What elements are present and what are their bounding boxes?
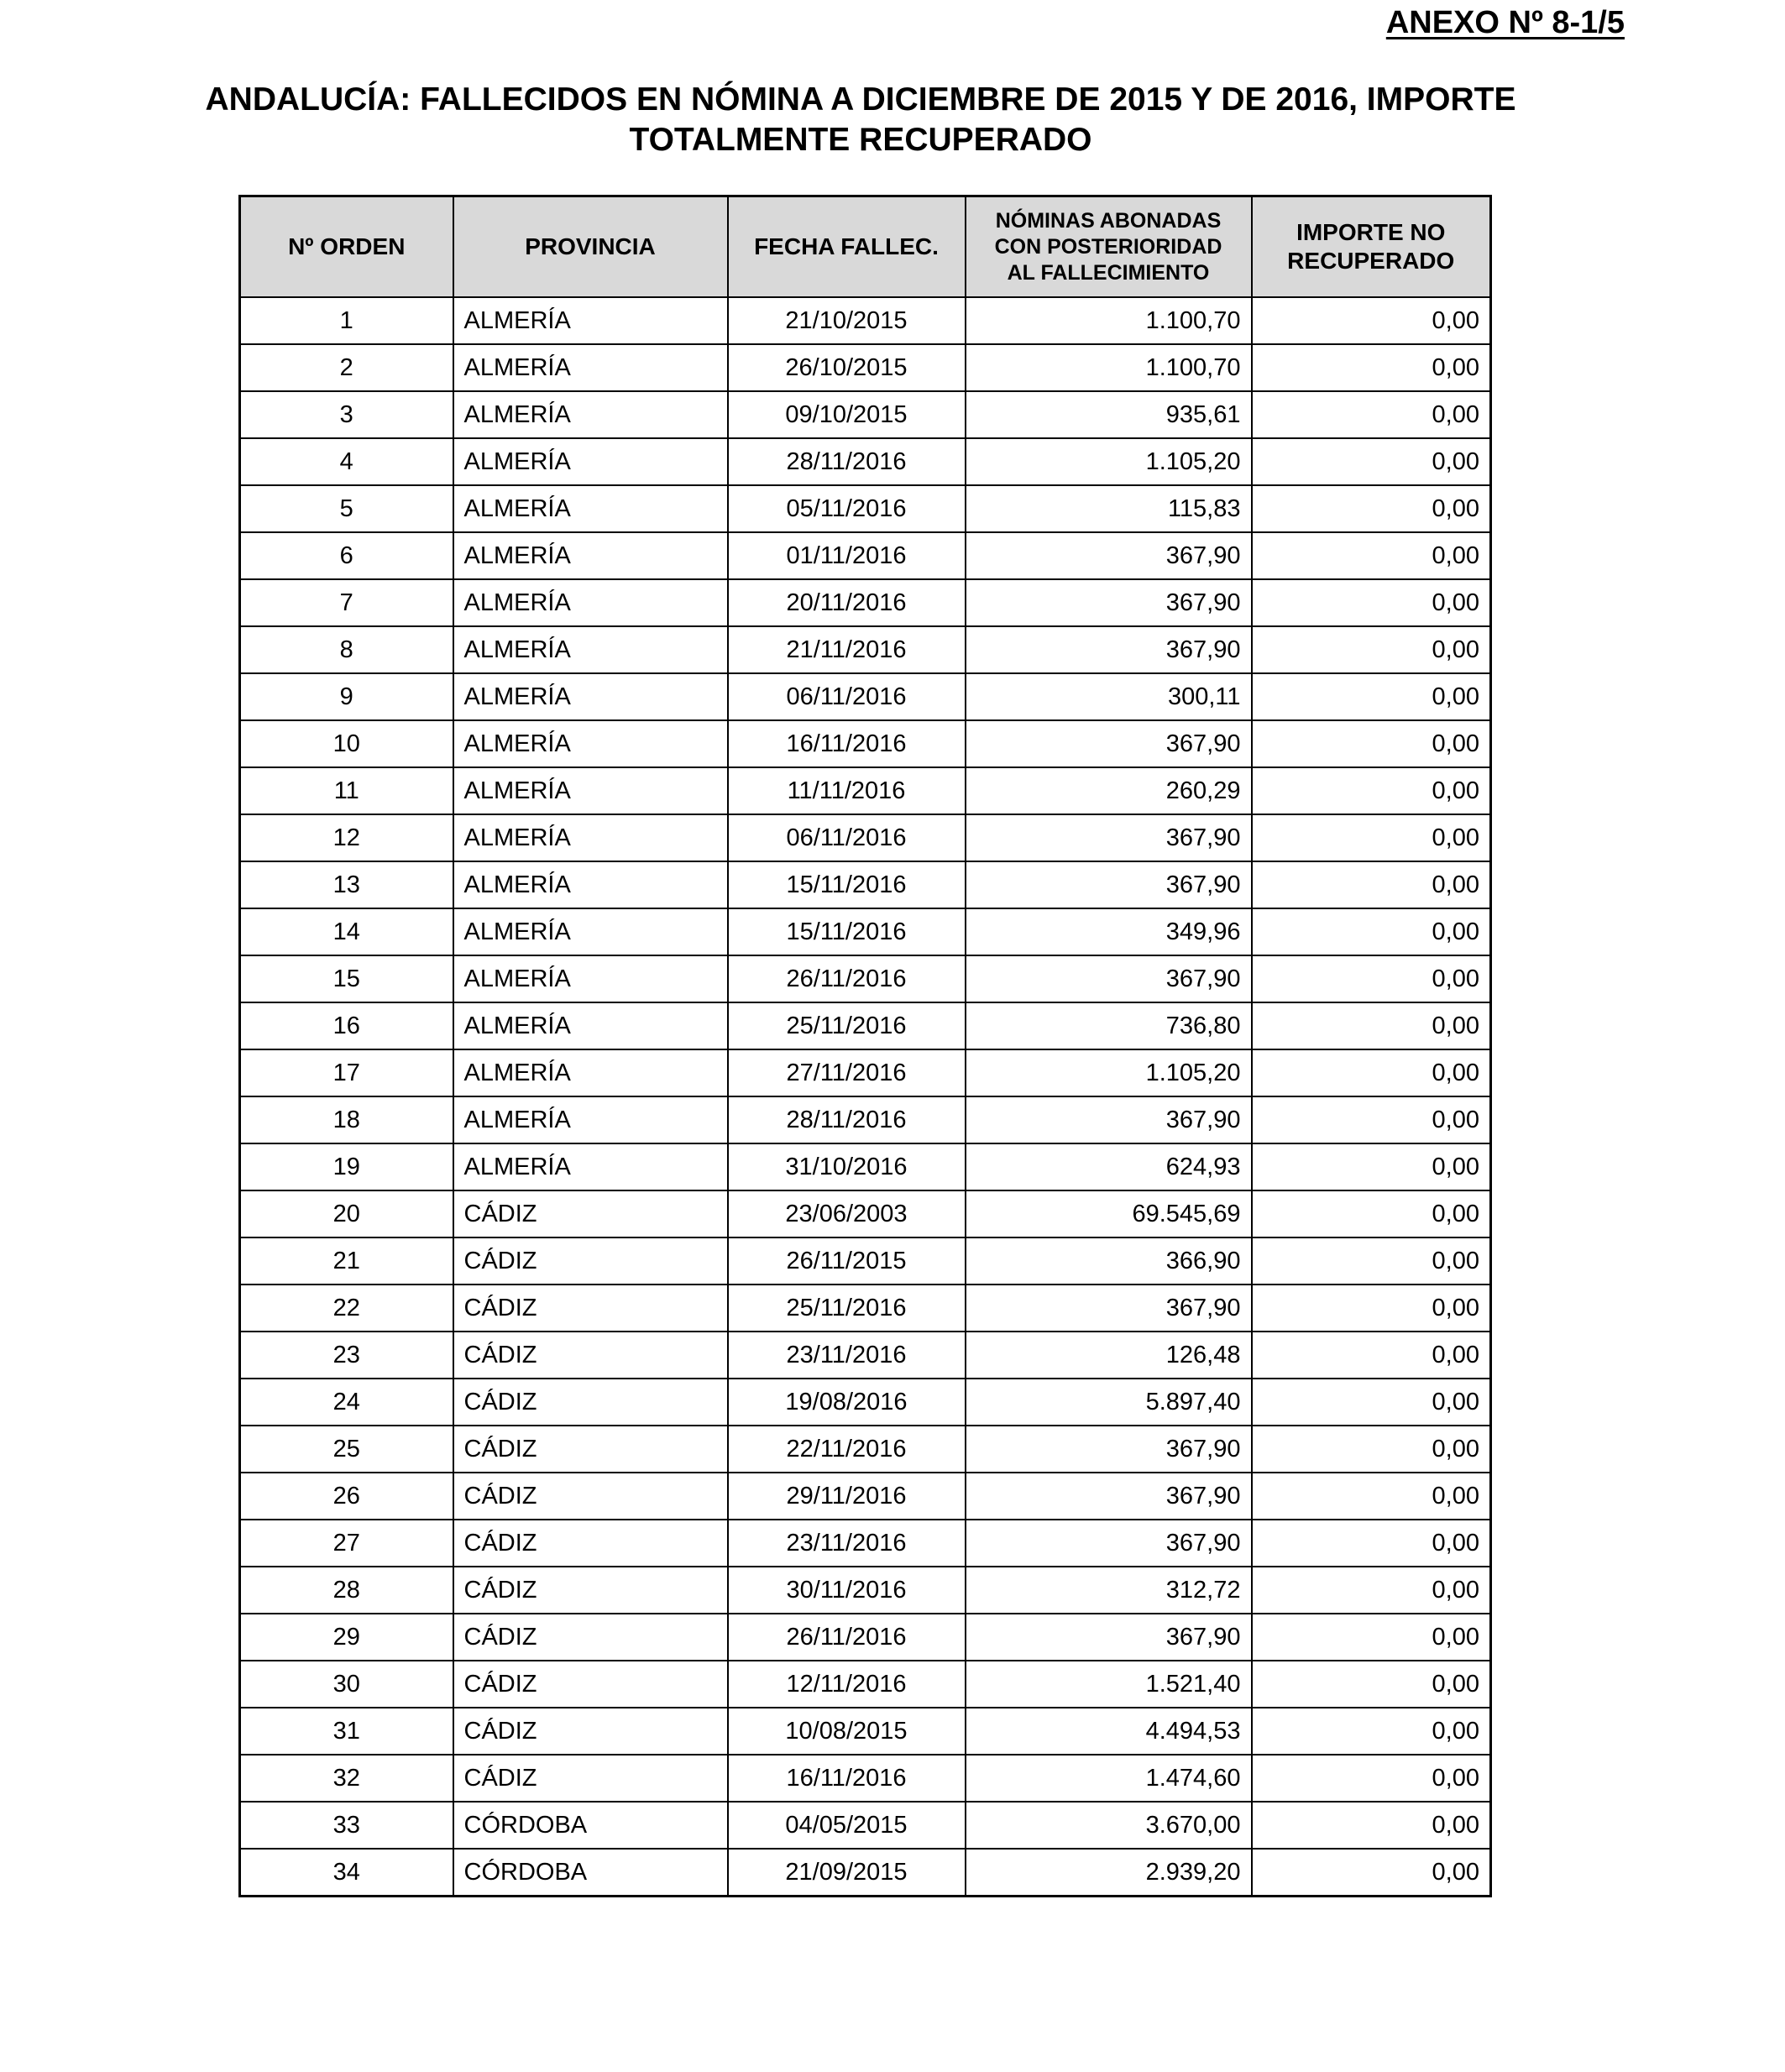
- cell-fecha: 15/11/2016: [728, 908, 966, 955]
- title-line-1: ANDALUCÍA: FALLECIDOS EN NÓMINA A DICIEMBRE DE 2015 Y DE 2016, IMPORTE: [205, 81, 1516, 118]
- cell-nominas: 69.545,69: [966, 1190, 1252, 1237]
- table-row: [240, 391, 1491, 438]
- cell-provincia: CÁDIZ: [453, 1379, 728, 1426]
- cell-nominas: 1.100,70: [966, 344, 1252, 391]
- cell-nominas: 367,90: [966, 720, 1252, 767]
- cell-nominas: 2.939,20: [966, 1849, 1252, 1897]
- cell-nominas: 736,80: [966, 1002, 1252, 1049]
- cell-nominas: 300,11: [966, 673, 1252, 720]
- cell-provincia: ALMERÍA: [453, 626, 728, 673]
- cell-provincia: ALMERÍA: [453, 438, 728, 485]
- cell-nominas: 1.521,40: [966, 1661, 1252, 1708]
- cell-orden: 7: [240, 579, 453, 626]
- header-importe-line-2: RECUPERADO: [1287, 248, 1455, 274]
- table-row: [240, 1143, 1491, 1190]
- cell-fecha: 25/11/2016: [728, 1002, 966, 1049]
- table-row: [240, 1002, 1491, 1049]
- table-row: [240, 1802, 1491, 1849]
- cell-importe: 0,00: [1252, 1143, 1491, 1190]
- cell-provincia: CÁDIZ: [453, 1661, 728, 1708]
- cell-fecha: 16/11/2016: [728, 720, 966, 767]
- cell-orden: 1: [240, 297, 453, 344]
- cell-provincia: CÓRDOBA: [453, 1802, 728, 1849]
- cell-provincia: ALMERÍA: [453, 485, 728, 532]
- cell-orden: 26: [240, 1473, 453, 1520]
- cell-fecha: 09/10/2015: [728, 391, 966, 438]
- cell-orden: 31: [240, 1708, 453, 1755]
- cell-fecha: 28/11/2016: [728, 1096, 966, 1143]
- cell-importe: 0,00: [1252, 1661, 1491, 1708]
- cell-importe: 0,00: [1252, 532, 1491, 579]
- cell-fecha: 26/11/2016: [728, 955, 966, 1002]
- cell-nominas: 367,90: [966, 1096, 1252, 1143]
- cell-fecha: 26/11/2015: [728, 1237, 966, 1285]
- cell-nominas: 349,96: [966, 908, 1252, 955]
- cell-provincia: ALMERÍA: [453, 955, 728, 1002]
- cell-orden: 22: [240, 1285, 453, 1332]
- header-nominas: [966, 196, 1252, 298]
- table-row: [240, 1473, 1491, 1520]
- cell-importe: 0,00: [1252, 1520, 1491, 1567]
- cell-provincia: ALMERÍA: [453, 1002, 728, 1049]
- cell-fecha: 27/11/2016: [728, 1049, 966, 1096]
- cell-provincia: CÁDIZ: [453, 1332, 728, 1379]
- page-title: [101, 80, 1620, 160]
- cell-provincia: ALMERÍA: [453, 861, 728, 908]
- cell-nominas: 367,90: [966, 955, 1252, 1002]
- cell-importe: 0,00: [1252, 1802, 1491, 1849]
- cell-provincia: ALMERÍA: [453, 391, 728, 438]
- cell-provincia: CÁDIZ: [453, 1237, 728, 1285]
- header-nominas-line-3: AL FALLECIMIENTO: [1007, 260, 1210, 285]
- cell-orden: 19: [240, 1143, 453, 1190]
- cell-importe: 0,00: [1252, 955, 1491, 1002]
- cell-nominas: 935,61: [966, 391, 1252, 438]
- cell-nominas: 1.105,20: [966, 1049, 1252, 1096]
- cell-provincia: CÁDIZ: [453, 1285, 728, 1332]
- cell-orden: 32: [240, 1755, 453, 1802]
- cell-provincia: CÁDIZ: [453, 1708, 728, 1755]
- table-row: [240, 673, 1491, 720]
- cell-provincia: ALMERÍA: [453, 767, 728, 814]
- header-nominas-line-1: NÓMINAS ABONADAS: [995, 208, 1222, 233]
- cell-nominas: 367,90: [966, 1520, 1252, 1567]
- cell-provincia: CÁDIZ: [453, 1473, 728, 1520]
- header-provincia: PROVINCIA: [453, 196, 728, 298]
- cell-nominas: 624,93: [966, 1143, 1252, 1190]
- table-row: [240, 1190, 1491, 1237]
- cell-provincia: ALMERÍA: [453, 1096, 728, 1143]
- cell-orden: 30: [240, 1661, 453, 1708]
- cell-provincia: ALMERÍA: [453, 532, 728, 579]
- cell-fecha: 04/05/2015: [728, 1802, 966, 1849]
- table-row: [240, 485, 1491, 532]
- cell-importe: 0,00: [1252, 1567, 1491, 1614]
- cell-importe: 0,00: [1252, 1096, 1491, 1143]
- cell-importe: 0,00: [1252, 1049, 1491, 1096]
- cell-fecha: 31/10/2016: [728, 1143, 966, 1190]
- cell-importe: 0,00: [1252, 1237, 1491, 1285]
- cell-fecha: 29/11/2016: [728, 1473, 966, 1520]
- cell-fecha: 21/10/2015: [728, 297, 966, 344]
- table-row: [240, 579, 1491, 626]
- cell-importe: 0,00: [1252, 438, 1491, 485]
- cell-fecha: 22/11/2016: [728, 1426, 966, 1473]
- cell-provincia: CÓRDOBA: [453, 1849, 728, 1897]
- cell-provincia: ALMERÍA: [453, 908, 728, 955]
- header-importe: [1252, 196, 1491, 298]
- cell-importe: 0,00: [1252, 1002, 1491, 1049]
- table-row: [240, 1567, 1491, 1614]
- cell-nominas: 1.100,70: [966, 297, 1252, 344]
- cell-importe: 0,00: [1252, 297, 1491, 344]
- cell-nominas: 260,29: [966, 767, 1252, 814]
- cell-fecha: 06/11/2016: [728, 814, 966, 861]
- cell-orden: 11: [240, 767, 453, 814]
- cell-fecha: 12/11/2016: [728, 1661, 966, 1708]
- table-row: [240, 297, 1491, 344]
- cell-importe: 0,00: [1252, 908, 1491, 955]
- cell-provincia: CÁDIZ: [453, 1520, 728, 1567]
- table-row: [240, 532, 1491, 579]
- cell-nominas: 367,90: [966, 1426, 1252, 1473]
- cell-nominas: 367,90: [966, 1614, 1252, 1661]
- header-fecha: FECHA FALLEC.: [728, 196, 966, 298]
- cell-provincia: ALMERÍA: [453, 579, 728, 626]
- cell-importe: 0,00: [1252, 673, 1491, 720]
- table-row: [240, 1285, 1491, 1332]
- cell-fecha: 25/11/2016: [728, 1285, 966, 1332]
- cell-provincia: CÁDIZ: [453, 1426, 728, 1473]
- cell-fecha: 23/11/2016: [728, 1332, 966, 1379]
- cell-importe: 0,00: [1252, 1285, 1491, 1332]
- cell-importe: 0,00: [1252, 1332, 1491, 1379]
- table-row: [240, 861, 1491, 908]
- table-row: [240, 1237, 1491, 1285]
- cell-provincia: ALMERÍA: [453, 297, 728, 344]
- cell-importe: 0,00: [1252, 391, 1491, 438]
- cell-importe: 0,00: [1252, 626, 1491, 673]
- cell-nominas: 1.105,20: [966, 438, 1252, 485]
- cell-nominas: 312,72: [966, 1567, 1252, 1614]
- cell-provincia: CÁDIZ: [453, 1567, 728, 1614]
- cell-orden: 33: [240, 1802, 453, 1849]
- table-row: [240, 1661, 1491, 1708]
- cell-fecha: 11/11/2016: [728, 767, 966, 814]
- cell-importe: 0,00: [1252, 720, 1491, 767]
- table-row: [240, 1332, 1491, 1379]
- cell-nominas: 367,90: [966, 1285, 1252, 1332]
- cell-fecha: 21/09/2015: [728, 1849, 966, 1897]
- cell-orden: 5: [240, 485, 453, 532]
- cell-fecha: 23/11/2016: [728, 1520, 966, 1567]
- table-row: [240, 1755, 1491, 1802]
- cell-fecha: 16/11/2016: [728, 1755, 966, 1802]
- cell-importe: 0,00: [1252, 1473, 1491, 1520]
- cell-importe: 0,00: [1252, 1379, 1491, 1426]
- cell-nominas: 367,90: [966, 532, 1252, 579]
- cell-orden: 17: [240, 1049, 453, 1096]
- deceased-payroll-table: [238, 195, 1492, 1897]
- cell-orden: 18: [240, 1096, 453, 1143]
- cell-provincia: ALMERÍA: [453, 344, 728, 391]
- cell-fecha: 20/11/2016: [728, 579, 966, 626]
- cell-fecha: 23/06/2003: [728, 1190, 966, 1237]
- cell-nominas: 367,90: [966, 814, 1252, 861]
- cell-fecha: 21/11/2016: [728, 626, 966, 673]
- cell-orden: 4: [240, 438, 453, 485]
- cell-provincia: CÁDIZ: [453, 1614, 728, 1661]
- table-row: [240, 1096, 1491, 1143]
- table-row: [240, 955, 1491, 1002]
- cell-importe: 0,00: [1252, 1426, 1491, 1473]
- header-importe-line-1: IMPORTE NO: [1296, 219, 1446, 245]
- cell-importe: 0,00: [1252, 1755, 1491, 1802]
- cell-orden: 23: [240, 1332, 453, 1379]
- cell-provincia: CÁDIZ: [453, 1190, 728, 1237]
- cell-orden: 20: [240, 1190, 453, 1237]
- cell-importe: 0,00: [1252, 344, 1491, 391]
- table-body: [240, 297, 1491, 1897]
- table-row: [240, 1614, 1491, 1661]
- cell-fecha: 26/11/2016: [728, 1614, 966, 1661]
- cell-orden: 2: [240, 344, 453, 391]
- cell-orden: 25: [240, 1426, 453, 1473]
- cell-nominas: 115,83: [966, 485, 1252, 532]
- cell-orden: 27: [240, 1520, 453, 1567]
- table-row: [240, 1520, 1491, 1567]
- cell-nominas: 367,90: [966, 626, 1252, 673]
- annex-label: ANEXO Nº 8-1/5: [1385, 5, 1625, 40]
- header-orden: Nº ORDEN: [240, 196, 453, 298]
- cell-orden: 29: [240, 1614, 453, 1661]
- header-nominas-line-2: CON POSTERIORIDAD: [994, 234, 1222, 259]
- cell-nominas: 126,48: [966, 1332, 1252, 1379]
- cell-nominas: 367,90: [966, 1473, 1252, 1520]
- cell-fecha: 01/11/2016: [728, 532, 966, 579]
- cell-orden: 16: [240, 1002, 453, 1049]
- cell-orden: 10: [240, 720, 453, 767]
- table-row: [240, 626, 1491, 673]
- cell-nominas: 367,90: [966, 579, 1252, 626]
- cell-orden: 24: [240, 1379, 453, 1426]
- cell-importe: 0,00: [1252, 1190, 1491, 1237]
- cell-orden: 15: [240, 955, 453, 1002]
- cell-importe: 0,00: [1252, 485, 1491, 532]
- cell-nominas: 4.494,53: [966, 1708, 1252, 1755]
- cell-fecha: 28/11/2016: [728, 438, 966, 485]
- table-row: [240, 1426, 1491, 1473]
- table-row: [240, 767, 1491, 814]
- cell-fecha: 05/11/2016: [728, 485, 966, 532]
- table-row: [240, 814, 1491, 861]
- cell-fecha: 30/11/2016: [728, 1567, 966, 1614]
- cell-fecha: 06/11/2016: [728, 673, 966, 720]
- cell-nominas: 367,90: [966, 861, 1252, 908]
- cell-orden: 34: [240, 1849, 453, 1897]
- table-row: [240, 908, 1491, 955]
- table-row: [240, 1708, 1491, 1755]
- table-row: [240, 438, 1491, 485]
- cell-orden: 8: [240, 626, 453, 673]
- cell-provincia: ALMERÍA: [453, 673, 728, 720]
- table-row: [240, 1049, 1491, 1096]
- table-row: [240, 1379, 1491, 1426]
- cell-importe: 0,00: [1252, 861, 1491, 908]
- cell-importe: 0,00: [1252, 1849, 1491, 1897]
- cell-nominas: 366,90: [966, 1237, 1252, 1285]
- cell-provincia: ALMERÍA: [453, 1143, 728, 1190]
- cell-provincia: ALMERÍA: [453, 720, 728, 767]
- cell-importe: 0,00: [1252, 767, 1491, 814]
- cell-nominas: 3.670,00: [966, 1802, 1252, 1849]
- cell-fecha: 10/08/2015: [728, 1708, 966, 1755]
- cell-fecha: 26/10/2015: [728, 344, 966, 391]
- cell-orden: 9: [240, 673, 453, 720]
- cell-nominas: 1.474,60: [966, 1755, 1252, 1802]
- cell-nominas: 5.897,40: [966, 1379, 1252, 1426]
- cell-orden: 12: [240, 814, 453, 861]
- cell-orden: 6: [240, 532, 453, 579]
- title-line-2: TOTALMENTE RECUPERADO: [629, 122, 1092, 158]
- cell-provincia: ALMERÍA: [453, 814, 728, 861]
- table-row: [240, 1849, 1491, 1897]
- cell-orden: 3: [240, 391, 453, 438]
- cell-orden: 21: [240, 1237, 453, 1285]
- cell-provincia: CÁDIZ: [453, 1755, 728, 1802]
- cell-importe: 0,00: [1252, 579, 1491, 626]
- cell-orden: 13: [240, 861, 453, 908]
- cell-fecha: 15/11/2016: [728, 861, 966, 908]
- cell-importe: 0,00: [1252, 1614, 1491, 1661]
- cell-provincia: ALMERÍA: [453, 1049, 728, 1096]
- cell-importe: 0,00: [1252, 814, 1491, 861]
- table-row: [240, 344, 1491, 391]
- cell-orden: 14: [240, 908, 453, 955]
- cell-orden: 28: [240, 1567, 453, 1614]
- cell-importe: 0,00: [1252, 1708, 1491, 1755]
- cell-fecha: 19/08/2016: [728, 1379, 966, 1426]
- table-header-row: [240, 196, 1491, 298]
- table-row: [240, 720, 1491, 767]
